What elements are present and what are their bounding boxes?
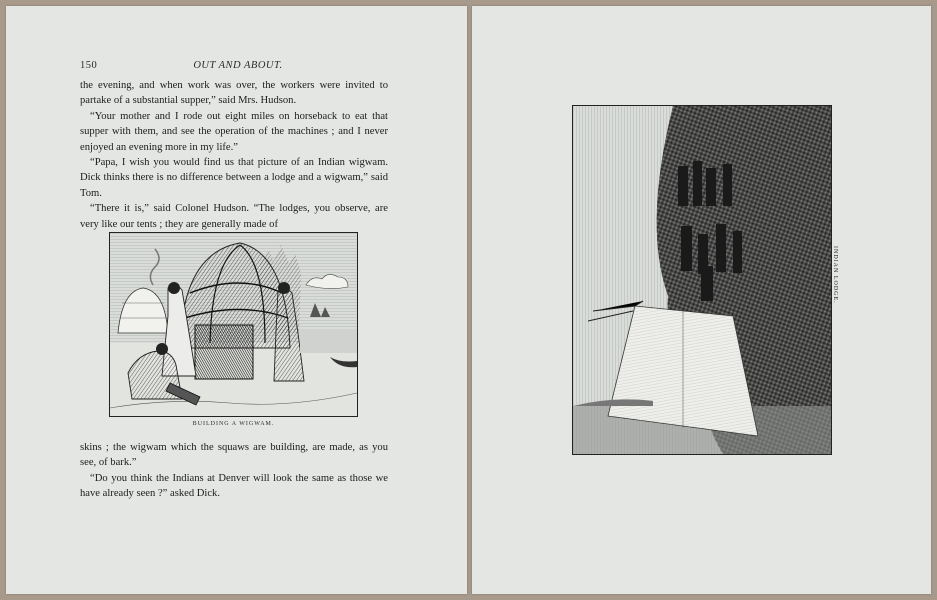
figure-caption: BUILDING A WIGWAM. (192, 421, 275, 427)
paragraph: “Your mother and I rode out eight miles on horseback to eat that supper with them, and see the operation of the machines ; and I never enjoyed an evening more in my life.” (80, 110, 388, 153)
paragraph: “Papa, I wish you would find us that picture of an Indian wigwam. Dick thinks there is no difference between a lodge and a wigwam,” said Tom. (80, 157, 388, 199)
wigwam-engraving (109, 232, 358, 417)
figure-caption: INDIAN LODGE. (832, 246, 838, 304)
indian-lodge-engraving (572, 105, 832, 455)
body-text-bottom (80, 440, 388, 502)
paragraph: skins ; the wigwam which the squaws are building, are made, as you see, of bark.” (80, 442, 388, 469)
right-page (472, 6, 931, 594)
paragraph: the evening, and when work was over, the workers were invited to partake of a substantial supper,” said Mrs. Hudson. (80, 80, 388, 107)
body-text-top (80, 78, 388, 232)
lodge-illustration (573, 106, 831, 454)
page-number: 150 (80, 60, 98, 71)
paragraph: “Do you think the Indians at Denver will look the same as those we have already seen ?” asked Dick. (80, 472, 388, 500)
running-title: OUT AND ABOUT. (193, 60, 283, 71)
paragraph: “There it is,” said Colonel Hudson. “The lodges, you observe, are very like our tents ; they are generally made of (80, 203, 388, 230)
wigwam-illustration (110, 233, 357, 416)
left-page (6, 6, 467, 594)
